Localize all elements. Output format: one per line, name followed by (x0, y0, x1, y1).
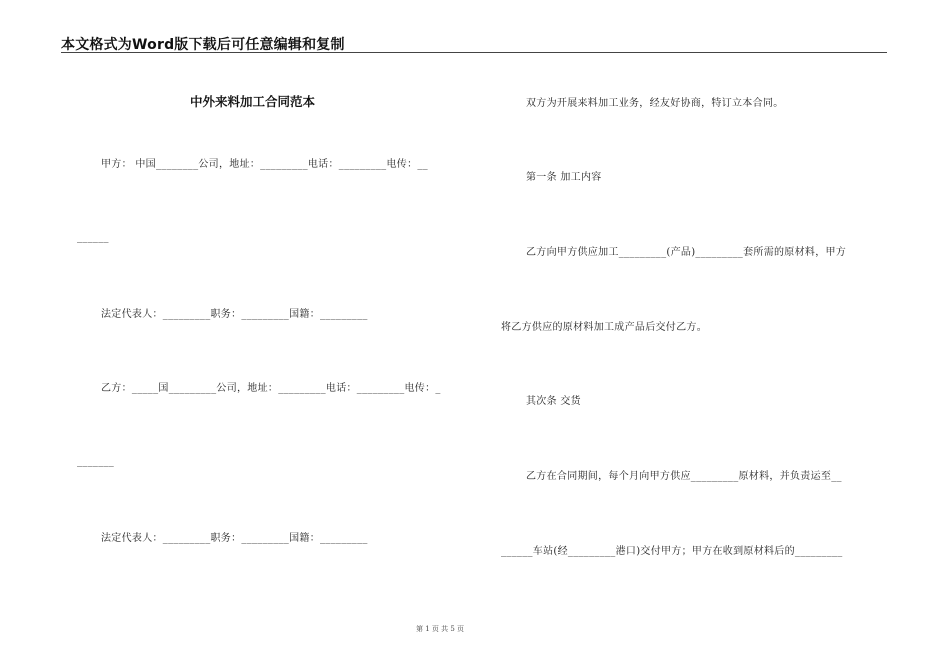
article-2-text-continued: ______车站(经_________港口)交付甲方；甲方在收到原材料后的_________ (501, 546, 843, 557)
page-indicator: 第 1 页 共 5 页 (415, 625, 465, 633)
party-a-representative-line: 法定代表人：_________职务：_________国籍：_________ (101, 309, 368, 320)
party-a-line-continued: ______ (77, 232, 109, 243)
party-a-line: 甲方： 中国________公司，地址：_________电话：_________电传：__ (101, 159, 428, 170)
article-2-text: 乙方在合同期间，每个月向甲方供应_________原材料，并负责运至__ (526, 471, 842, 482)
document-title: 中外来料加工合同范本 (190, 94, 316, 109)
article-1-heading: 第一条 加工内容 (526, 172, 602, 183)
party-b-representative-line: 法定代表人：_________职务：_________国籍：_________ (101, 533, 368, 544)
article-1-text: 乙方向甲方供应加工_________(产品)_________套所需的原材料，甲方 (526, 247, 847, 258)
article-1-text-continued: 将乙方供应的原材料加工成产品后交付乙方。 (501, 322, 707, 333)
party-b-line: 乙方：_____国_________公司，地址：_________电话：_________电传：_ (101, 383, 441, 394)
contract-preamble: 双方为开展来料加工业务，经友好协商，特订立本合同。 (526, 98, 784, 109)
article-2-heading: 其次条 交货 (526, 396, 581, 407)
header-divider (61, 52, 887, 53)
document-header-title: 本文格式为Word版下载后可任意编辑和复制 (61, 37, 345, 53)
party-b-line-continued: _______ (77, 456, 115, 467)
